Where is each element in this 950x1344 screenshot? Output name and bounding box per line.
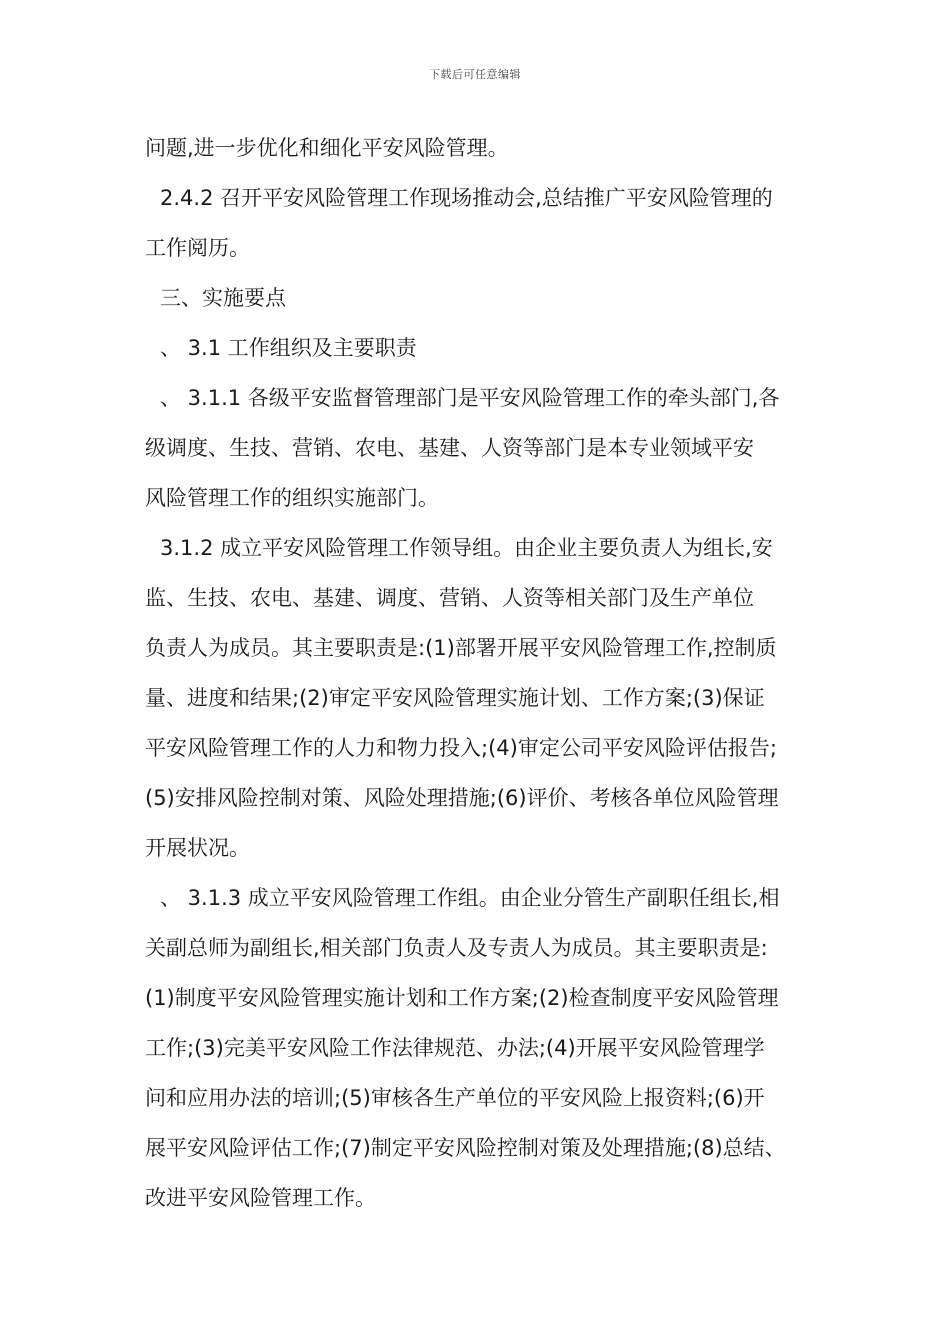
text-line: 改进平安风险管理工作。 — [145, 1186, 376, 1210]
section-heading: 三、实施要点 — [160, 286, 286, 310]
subsection-heading: 、 3.1 工作组织及主要职责 — [160, 336, 417, 360]
text-line: 、 3.1.1 各级平安监督管理部门是平安风险管理工作的牵头部门,各 — [160, 386, 780, 410]
text-line: 级调度、生技、营销、农电、基建、人资等部门是本专业领域平安 — [145, 436, 754, 460]
text-line: (1)制度平安风险管理实施计划和工作方案;(2)检查制度平安风险管理 — [145, 986, 779, 1010]
text-line: (5)安排风险控制对策、风险处理措施;(6)评价、考核各单位风险管理 — [145, 786, 779, 810]
text-line: 工作;(3)完美平安风险工作法律规范、办法;(4)开展平安风险管理学 — [145, 1036, 765, 1060]
text-line: 问和应用办法的培训;(5)审核各生产单位的平安风险上报资料;(6)开 — [145, 1086, 765, 1110]
text-line: 2.4.2 召开平安风险管理工作现场推动会,总结推广平安风险管理的 — [160, 186, 773, 210]
text-line: 量、进度和结果;(2)审定平安风险管理实施计划、工作方案;(3)保证 — [145, 686, 765, 710]
document-body — [145, 130, 810, 1230]
text-line: 监、生技、农电、基建、调度、营销、人资等相关部门及生产单位 — [145, 586, 754, 610]
text-line: 展平安风险评估工作;(7)制定平安风险控制对策及处理措施;(8)总结、 — [145, 1136, 786, 1160]
text-line: 负责人为成员。其主要职责是:(1)部署开展平安风险管理工作,控制质 — [145, 636, 777, 660]
text-line: 3.1.2 成立平安风险管理工作领导组。由企业主要负责人为组长,安 — [160, 536, 773, 560]
text-line: 关副总师为副组长,相关部门负责人及专责人为成员。其主要职责是: — [145, 936, 768, 960]
text-line: 平安风险管理工作的人力和物力投入;(4)审定公司平安风险评估报告; — [145, 736, 777, 760]
text-line: 问题,进一步优化和细化平安风险管理。 — [145, 136, 509, 160]
text-line: 开展状况。 — [145, 836, 250, 860]
page-header-note: 下载后可任意编辑 — [429, 68, 521, 81]
text-line: 风险管理工作的组织实施部门。 — [145, 486, 439, 510]
text-line: 工作阅历。 — [145, 236, 250, 260]
text-line: 、 3.1.3 成立平安风险管理工作组。由企业分管生产副职任组长,相 — [160, 886, 780, 910]
